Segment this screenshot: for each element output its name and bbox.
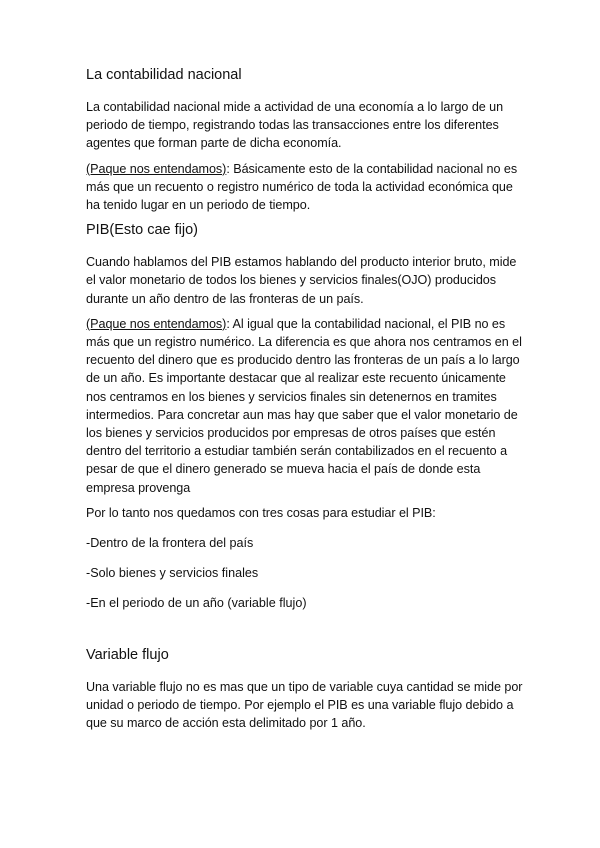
- list-item: -Dentro de la frontera del país: [86, 536, 254, 551]
- paragraph-pib-explained: [86, 315, 526, 497]
- explained-text: : Al igual que la contabilidad nacional, el PIB no es más que un registro numérico. La diferencia es que ahora nos centramos en el recuento del dinero que es producido dentro las fronteras de un país a lo largo de un año. Es importante destacar que al realizar este recuento únicamente nos centramos en los bienes y servicios finales sin detenernos en tramites intermedios. Para concretar aun mas hay que saber que el valor monetario de los bienes y servicios producidos por empresas de otros países que estén dentro del territorio a estudiar también serán contabilizados en el recuento a pesar de que el dinero generado se mueva hacia el país de donde esta empresa provenga: [86, 316, 522, 495]
- section-title-contabilidad: La contabilidad nacional: [86, 67, 242, 83]
- paragraph-variable-flujo: Una variable flujo no es mas que un tipo de variable cuya cantidad se mide por unidad o periodo de tiempo. Por ejemplo el PIB es una variable flujo debido a que su marco de acción esta delimitado por 1 año.: [86, 680, 523, 731]
- section-title-pib: PIB(Esto cae fijo): [86, 222, 199, 239]
- list-item: -Solo bienes y servicios finales: [86, 566, 259, 581]
- paragraph-contabilidad-definition: La contabilidad nacional mide a actividad de una economía a lo largo de un periodo de tiempo, registrando todas las transacciones entre los diferentes agentes que forman parte de dicha economía.: [86, 100, 504, 151]
- spacer: [86, 624, 526, 646]
- list-item: -En el periodo de un año (variable flujo): [86, 596, 307, 611]
- document-page: [86, 66, 526, 740]
- explained-label: (Paque nos entendamos): [86, 161, 227, 176]
- section-title-variable-flujo: Variable flujo: [86, 647, 169, 664]
- paragraph-pib-summary: Por lo tanto nos quedamos con tres cosas para estudiar el PIB:: [86, 505, 436, 520]
- explained-label: (Paque nos entendamos): [86, 316, 227, 331]
- explained-text: : Básicamente esto de la contabilidad nacional no es más que un recuento o registro numérico de toda la actividad económica que ha tenido lugar en un periodo de tiempo.: [86, 161, 518, 213]
- paragraph-contabilidad-explained: [86, 160, 526, 215]
- paragraph-pib-definition: Cuando hablamos del PIB estamos hablando del producto interior bruto, mide el valor monetario de todos los bienes y servicios finales(OJO) producidos durante un año dentro de las fronteras de un país.: [86, 255, 517, 306]
